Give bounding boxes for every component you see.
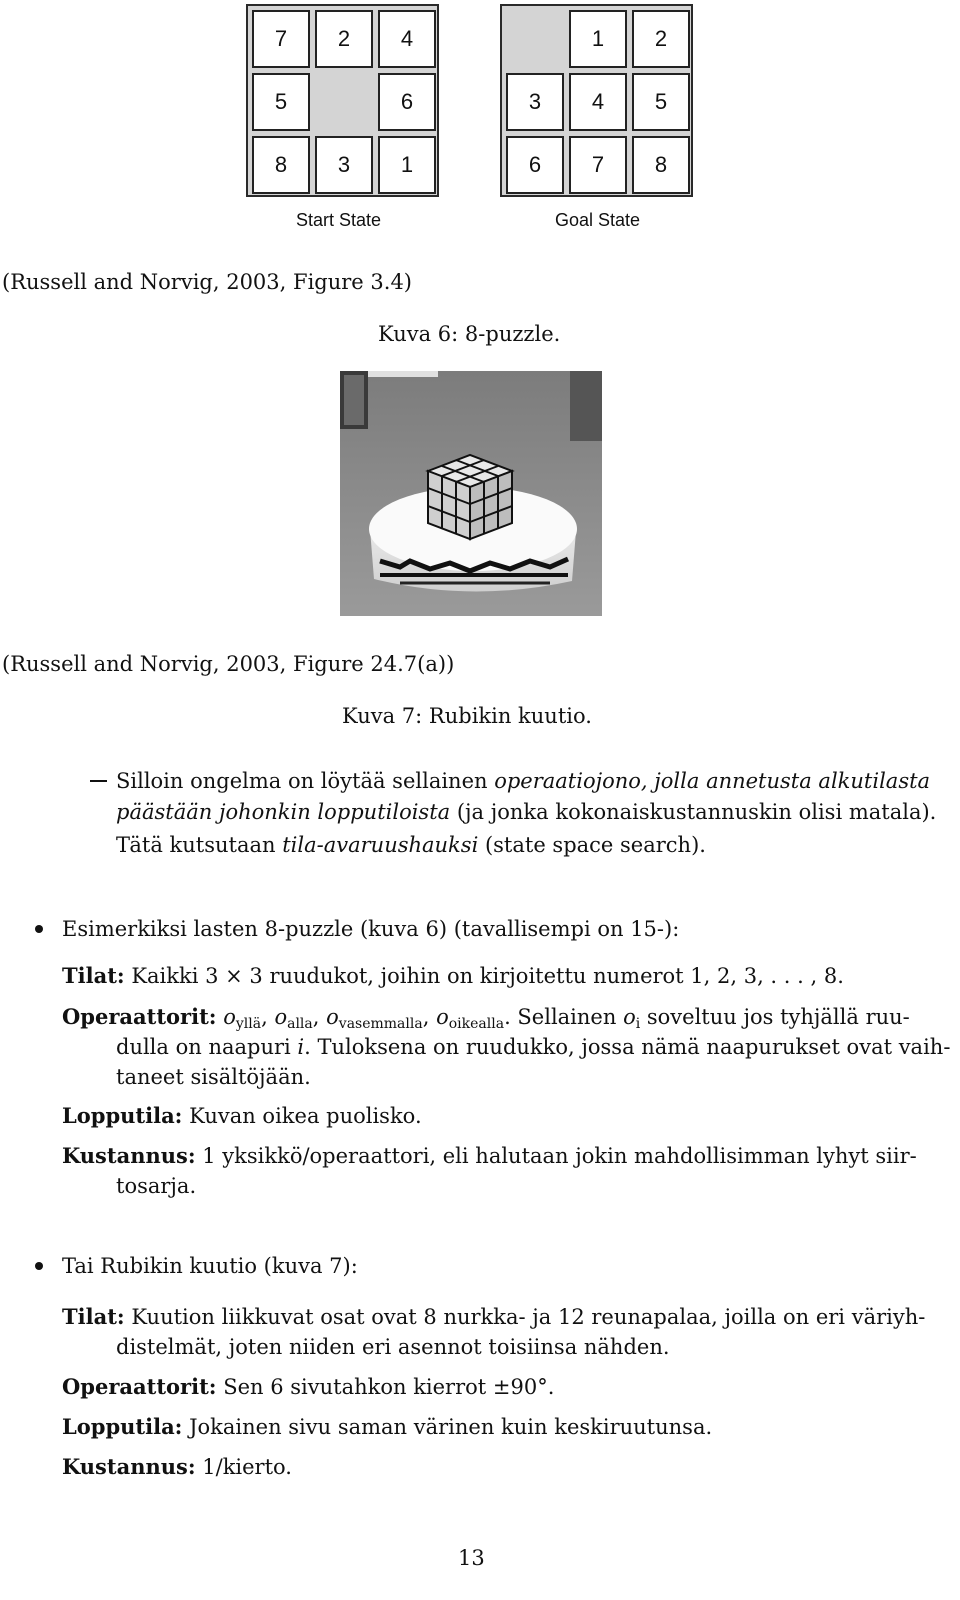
bullet2-tilat-label: Tilat:	[62, 1304, 125, 1329]
goal-tile: 2	[632, 10, 690, 68]
start-tile: 1	[378, 136, 436, 194]
dash-text-3a: Tätä kutsutaan	[116, 833, 283, 857]
dash-text-3c: (state space search).	[478, 833, 706, 857]
op-o: o	[223, 1005, 236, 1029]
start-state-grid	[246, 4, 439, 197]
figure6-source: (Russell and Norvig, 2003, Figure 3.4)	[2, 270, 412, 294]
goal-tile: 6	[506, 136, 564, 194]
start-state-label: Start State	[296, 210, 382, 230]
bullet-dot	[35, 1262, 43, 1270]
op-l2-i: i	[297, 1035, 305, 1059]
bullet2-kust-label: Kustannus:	[62, 1454, 196, 1479]
bullet2-kustannus	[62, 1452, 292, 1482]
bullet2-loppu-text: Jokainen sivu saman värinen kuin keskiruutunsa.	[182, 1415, 713, 1439]
start-tile: 4	[378, 10, 436, 68]
op-sub-ylla: yllä	[235, 1016, 262, 1032]
op-o: o	[274, 1005, 288, 1029]
bullet1-op-line2	[116, 1032, 950, 1062]
bullet2-tilat	[62, 1302, 925, 1332]
dash-marker	[90, 780, 107, 782]
goal-tile: 8	[632, 136, 690, 194]
op-oi: o	[623, 1005, 636, 1029]
goal-tile: 7	[569, 136, 627, 194]
bullet1-lopputila	[62, 1101, 422, 1131]
op-sep: ,	[261, 1005, 275, 1029]
start-tile: 2	[315, 10, 373, 68]
bullet1-text: Esimerkiksi lasten 8-puzzle (kuva 6) (tavallisempi on 15-):	[62, 917, 680, 941]
goal-tile: 3	[506, 73, 564, 131]
op-o: o	[326, 1005, 339, 1029]
bullet2-operaattorit	[62, 1372, 554, 1402]
op-l2-b: . Tuloksena on ruudukko, jossa nämä naapurukset ovat vaih-	[304, 1035, 951, 1059]
rubiks-cube-photo	[340, 371, 602, 616]
bullet1-tilat-text: Kaikki 3 × 3 ruudukot, joihin on kirjoitettu numerot 1, 2, 3, . . . , 8.	[124, 964, 844, 988]
bullet1-tilat	[62, 961, 844, 991]
dash-item-line2	[116, 797, 936, 827]
figure7-caption: Kuva 7: Rubikin kuutio.	[342, 704, 592, 728]
bullet2-kust-text: 1/kierto.	[195, 1455, 292, 1479]
start-tile	[315, 73, 373, 131]
bullet1-kust-label: Kustannus:	[62, 1143, 196, 1168]
figure7-source: (Russell and Norvig, 2003, Figure 24.7(a))	[2, 652, 455, 676]
op-sub-vasemmalla: vasemmalla	[338, 1016, 423, 1032]
bullet2-text: Tai Rubikin kuutio (kuva 7):	[62, 1254, 358, 1278]
dash-text-2a: päästään johonkin lopputiloista	[116, 800, 451, 824]
bullet2-op-text: Sen 6 sivutahkon kierrot ±90°.	[216, 1375, 555, 1399]
bullet2-lopputila	[62, 1412, 712, 1442]
dash-text-2b: (ja jonka kokonaiskustannuskin olisi matala).	[450, 800, 937, 824]
dash-text-1b: operaatiojono, jolla annetusta alkutilasta	[494, 769, 931, 793]
dash-item-line1	[116, 766, 930, 796]
start-tile: 6	[378, 73, 436, 131]
goal-state-label: Goal State	[555, 210, 641, 230]
bullet1-kust-text: 1 yksikkö/operaattori, eli halutaan jokin mahdollisimman lyhyt siir-	[195, 1144, 917, 1168]
bullet1-loppu-text: Kuvan oikea puolisko.	[182, 1104, 422, 1128]
bullet1-loppu-label: Lopputila:	[62, 1103, 183, 1128]
dash-item-line3	[116, 830, 706, 860]
dash-text-3b: tila-avaruushauksi	[282, 833, 479, 857]
goal-tile: 1	[569, 10, 627, 68]
start-tile: 5	[252, 73, 310, 131]
goal-state-grid	[500, 4, 693, 197]
bullet1-op-line3: taneet sisältöjään.	[116, 1065, 311, 1089]
goal-tile	[506, 10, 564, 68]
op-sep: ,	[422, 1005, 437, 1029]
goal-tile: 5	[632, 73, 690, 131]
start-tile: 3	[315, 136, 373, 194]
op-tail-b: soveltuu jos tyhjällä ruu-	[640, 1005, 910, 1029]
start-tile: 7	[252, 10, 310, 68]
start-tile: 8	[252, 136, 310, 194]
op-sub-oikealla: oikealla	[448, 1016, 505, 1032]
bullet1-tilat-label: Tilat:	[62, 963, 125, 988]
bullet1-kustannus	[62, 1141, 917, 1171]
goal-tile: 4	[569, 73, 627, 131]
op-sub-alla: alla	[287, 1016, 313, 1032]
op-o: o	[436, 1005, 449, 1029]
op-tail-a: . Sellainen	[504, 1005, 624, 1029]
bullet2-loppu-label: Lopputila:	[62, 1414, 183, 1439]
bullet1-kust-line2: tosarja.	[116, 1174, 197, 1198]
bullet1-op-label: Operaattorit:	[62, 1004, 217, 1029]
bullet2-tilat-text: Kuution liikkuvat osat ovat 8 nurkka- ja 12 reunapalaa, joilla on eri väriyh-	[124, 1305, 926, 1329]
bullet2-tilat-line2: distelmät, joten niiden eri asennot toisiinsa nähden.	[116, 1335, 670, 1359]
dash-text-1a: Silloin ongelma on löytää sellainen	[116, 769, 495, 793]
op-sub-i: i	[635, 1016, 641, 1032]
page-number: 13	[458, 1546, 485, 1570]
bullet2-op-label: Operaattorit:	[62, 1374, 217, 1399]
op-l2-a: dulla on naapuri	[116, 1035, 298, 1059]
bullet-dot	[35, 925, 43, 933]
op-sep: ,	[312, 1005, 327, 1029]
figure6-caption: Kuva 6: 8-puzzle.	[378, 322, 561, 346]
